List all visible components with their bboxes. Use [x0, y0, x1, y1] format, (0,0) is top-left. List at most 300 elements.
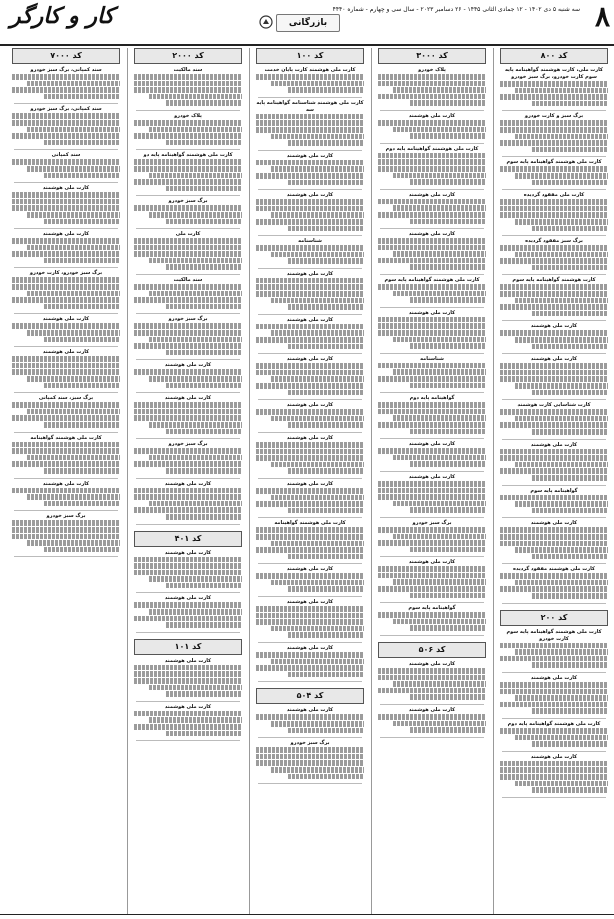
ad-body-text: [134, 284, 242, 309]
ad-divider: [14, 478, 118, 479]
classified-ad: [12, 435, 120, 474]
ad-divider: [136, 228, 240, 229]
ad-body-text: [134, 238, 242, 270]
ad-body-text: [378, 317, 486, 349]
ad-body-text: [500, 120, 608, 152]
ad-title: کارت ملی هوشمند: [408, 473, 456, 480]
ad-title: کارت ملی هوشمند: [286, 599, 334, 606]
ad-title: کارت ملی هوشمند: [164, 395, 212, 402]
classified-ad: [378, 520, 486, 552]
logo-mark-icon: [259, 15, 273, 29]
ad-title: کارت ملی هوشمند: [408, 309, 456, 316]
ad-divider: [502, 485, 606, 486]
ad-body-text: [378, 668, 486, 700]
ad-body-text: [134, 665, 242, 697]
ad-divider: [136, 438, 240, 439]
ad-divider: [258, 737, 362, 738]
ad-divider: [502, 751, 606, 752]
ad-divider: [380, 517, 484, 518]
classified-ad: [134, 316, 242, 355]
ad-divider: [502, 672, 606, 673]
ad-title: برگ سبز خودرو: [168, 198, 208, 205]
ad-body-text: [500, 761, 608, 793]
ad-title: کارت ملی، کارت هوشمند گواهینامه پایه سوم کارت خودرو، برگ سبز خودرو: [505, 67, 603, 80]
ad-body-text: [134, 402, 242, 434]
ad-body-text: [256, 74, 364, 93]
classified-ad: [12, 67, 120, 99]
classified-ad: [256, 599, 364, 638]
ad-body-text: [256, 199, 364, 231]
classified-ad: [256, 153, 364, 185]
classified-ad: [134, 550, 242, 589]
ad-title: برگ سبز خودرو: [168, 316, 208, 323]
ad-divider: [14, 182, 118, 183]
ad-title: کارت ملی هوشمند: [164, 480, 212, 487]
ad-body-text: [500, 527, 608, 559]
ad-title: کارت ملی هوشمند: [286, 192, 334, 199]
classified-ad: [12, 185, 120, 224]
classified-ad: [134, 441, 242, 473]
ad-title: شناسنامه: [420, 355, 444, 362]
ad-body-text: [12, 159, 120, 178]
ad-body-text: [378, 120, 486, 139]
ad-divider: [502, 563, 606, 564]
ad-body-text: [378, 402, 486, 434]
ad-title: کارت شناسایی کارت هوشمند: [517, 402, 591, 409]
ad-body-text: [256, 747, 364, 779]
ad-body-text: [500, 363, 608, 395]
ad-title: کارت ملی هوشمند: [530, 356, 578, 363]
classified-ad: [500, 721, 608, 747]
classified-ad: [500, 159, 608, 185]
classified-ad: [134, 704, 242, 736]
ad-divider: [380, 143, 484, 144]
ad-divider: [136, 110, 240, 111]
ad-body-text: [378, 714, 486, 733]
page-number: ۸: [594, 0, 610, 33]
classified-ad: [256, 238, 364, 264]
classified-ad: [134, 67, 242, 106]
classified-ad: [134, 231, 242, 270]
ad-divider: [136, 392, 240, 393]
ad-body-text: [12, 192, 120, 224]
ad-title: برگ سبز خودرو: [46, 513, 86, 520]
ad-body-text: [134, 205, 242, 224]
code-header: کد ۲۰۰: [500, 610, 608, 626]
ad-title: کارت ملی هوشمند: [530, 753, 578, 760]
ad-title: کارت ملی هوشمند: [164, 549, 212, 556]
ad-title: پلاک خودرو: [174, 112, 202, 119]
classified-ad: [256, 192, 364, 231]
ad-title: شناسنامه: [298, 238, 322, 245]
classified-ad: [12, 395, 120, 427]
ad-divider: [258, 353, 362, 354]
classified-ad: [378, 474, 486, 513]
code-header: کد ۸۰۰: [500, 48, 608, 64]
code-header: کد ۵۰۶: [378, 642, 486, 658]
ad-title: کارت هوشمند گواهینامه پایه سوم: [512, 277, 596, 284]
classified-ad: [500, 520, 608, 559]
ad-body-text: [256, 114, 364, 146]
ad-divider: [14, 267, 118, 268]
ad-divider: [258, 681, 362, 682]
classified-ad: [256, 707, 364, 733]
ad-title: کارت ملی هوشمند: [408, 707, 456, 713]
ad-title: برگ سبز خودرو: [168, 441, 208, 448]
ad-divider: [14, 346, 118, 347]
ad-body-text: [378, 566, 486, 598]
classified-ad: [134, 658, 242, 697]
ad-divider: [14, 103, 118, 104]
ad-body-text: [500, 330, 608, 349]
ad-divider: [502, 797, 606, 798]
classified-ad: [134, 152, 242, 191]
ad-body-text: [378, 481, 486, 513]
ad-divider: [258, 432, 362, 433]
ad-title: کارت ملی هوشمند: [286, 316, 334, 323]
ad-divider: [14, 149, 118, 150]
classified-ad: [500, 192, 608, 231]
classified-ad: [500, 323, 608, 349]
code-header: کد ۱۰۰: [256, 48, 364, 64]
ad-body-text: [134, 323, 242, 355]
ad-body-text: [134, 488, 242, 520]
ad-title: کارت ملی هوشمند: [42, 185, 90, 192]
ad-divider: [258, 97, 362, 98]
ad-title: سند مالکیت: [173, 277, 203, 284]
ad-divider: [502, 517, 606, 518]
ad-divider: [380, 274, 484, 275]
ad-body-text: [378, 363, 486, 388]
ad-title: کارت ملی هوشمند گواهینامه پایه دوم: [385, 145, 479, 152]
ad-title: کارت ملی هوشمند گواهینامه: [30, 434, 102, 441]
classified-ad: [500, 442, 608, 481]
ad-body-text: [12, 238, 120, 263]
ad-title: کارت ملی هوشمند: [286, 356, 334, 363]
ad-title: کارت ملی هوشمند: [42, 316, 90, 323]
classified-ad: [378, 707, 486, 733]
classified-ad: [378, 661, 486, 700]
code-header: کد ۲۰۰۰: [134, 48, 242, 64]
classified-ad: [256, 435, 364, 474]
classified-ad: [12, 316, 120, 342]
ad-divider: [14, 228, 118, 229]
classified-ad: [378, 441, 486, 467]
ad-divider: [380, 471, 484, 472]
ad-body-text: [378, 238, 486, 270]
ad-divider: [380, 392, 484, 393]
classified-ad: [256, 645, 364, 677]
ad-title: کارت ملی هوشمند: [530, 675, 578, 682]
ad-title: پلاک خودرو: [418, 67, 446, 73]
ad-divider: [258, 596, 362, 597]
classified-ad: [134, 395, 242, 434]
column-1: [498, 48, 610, 914]
ad-divider: [502, 235, 606, 236]
column-2: [376, 48, 488, 914]
classified-ad: [256, 67, 364, 93]
ad-title: گواهینامه پایه سوم: [530, 487, 578, 494]
ad-body-text: [500, 449, 608, 481]
classified-ad: [256, 566, 364, 592]
ad-title: برگ سبز خودرو: [412, 519, 452, 526]
masthead: [0, 0, 614, 46]
ad-divider: [136, 524, 240, 525]
classified-ad: [500, 754, 608, 793]
ad-title: کارت ملی هوشمند: [286, 402, 334, 409]
ad-title: گواهینامه پایه سوم: [408, 605, 456, 612]
ad-divider: [380, 189, 484, 190]
classified-ad: [378, 310, 486, 349]
bottom-rule: [0, 914, 614, 915]
ad-title: برگ سبز خودرو، کارت خودرو: [29, 270, 103, 277]
ad-title: کارت ملی هوشمند: [42, 349, 90, 356]
ad-title: سند کمپانی، برگ سبز خودرو: [30, 106, 102, 113]
ad-title: کارت ملی هوشمند: [286, 480, 334, 487]
ad-title: کارت ملی هوشمند: [164, 595, 212, 602]
classified-ad: [134, 595, 242, 627]
classified-ad: [134, 277, 242, 309]
ad-body-text: [256, 409, 364, 428]
ad-divider: [258, 235, 362, 236]
ad-divider: [14, 432, 118, 433]
ad-title: کارت ملی هوشمند گواهینامه پایه سوم: [506, 159, 602, 166]
ad-divider: [380, 228, 484, 229]
ad-title: کارت ملی هوشمند: [286, 645, 334, 652]
ad-divider: [502, 320, 606, 321]
ad-body-text: [500, 573, 608, 598]
ad-title: کارت ملی هوشمند: [164, 703, 212, 710]
classified-ad: [12, 349, 120, 388]
classified-ad: [256, 740, 364, 779]
ad-divider: [136, 478, 240, 479]
ad-divider: [258, 563, 362, 564]
ad-divider: [258, 642, 362, 643]
column-4: [132, 48, 244, 914]
classified-ad: [500, 113, 608, 152]
classified-ad: [12, 513, 120, 552]
ad-body-text: [378, 612, 486, 631]
ad-body-text: [256, 363, 364, 395]
classified-ad: [378, 356, 486, 388]
classified-ad: [500, 488, 608, 514]
classified-ad: [134, 481, 242, 520]
column-separator: [127, 48, 128, 914]
ad-body-text: [256, 573, 364, 592]
ad-divider: [14, 510, 118, 511]
ad-title: سند کمپانی: [51, 152, 81, 159]
ad-body-text: [12, 113, 120, 145]
ad-divider: [136, 592, 240, 593]
ad-title: کارت ملی: [175, 231, 201, 238]
code-header: کد ۴۰۱: [134, 531, 242, 547]
ad-body-text: [134, 602, 242, 627]
ad-title: کارت ملی هوشمند گواهینامه پایه سوم کارت خودرو: [506, 628, 602, 642]
ad-body-text: [134, 448, 242, 473]
ad-body-text: [256, 527, 364, 559]
ad-title: کارت ملی هوشمند: [408, 559, 456, 566]
classified-ad: [500, 238, 608, 270]
ad-title: سند کمپانی، برگ سبز خودرو: [30, 67, 102, 73]
classified-ad: [12, 481, 120, 507]
ad-body-text: [500, 682, 608, 714]
ad-body-text: [256, 160, 364, 185]
ad-divider: [502, 156, 606, 157]
ad-body-text: [12, 277, 120, 309]
ad-title: گواهینامه پایه دوم: [409, 395, 455, 402]
dateline: سه شنبه ۵ دی ۱۴۰۲ - ۱۲ جمادی الثانی ۱۴۴۵ - ۲۶ دسامبر ۲۰۲۳ - سال سی و چهارم - شماره ۴۴۴۰: [332, 6, 580, 13]
classified-ad: [256, 100, 364, 146]
ad-divider: [380, 353, 484, 354]
classified-ad: [256, 356, 364, 395]
ad-body-text: [134, 159, 242, 191]
classified-ad: [12, 270, 120, 309]
ad-body-text: [256, 606, 364, 638]
ad-divider: [258, 189, 362, 190]
ad-body-text: [134, 74, 242, 106]
ad-title: کارت ملی هوشمند مفقود گردیده: [513, 566, 595, 573]
code-header: کد ۵۰۴: [256, 688, 364, 704]
ad-body-text: [500, 409, 608, 434]
classified-ad: [378, 146, 486, 185]
ad-body-text: [378, 448, 486, 467]
column-separator: [371, 48, 372, 914]
ad-title: کارت ملی هوشمند: [42, 480, 90, 487]
ad-divider: [502, 110, 606, 111]
ad-title: برگ سبز، سند کمپانی: [38, 395, 94, 402]
classified-ad: [378, 277, 486, 303]
ad-title: کارت ملی هوشمند: [164, 362, 212, 369]
ad-body-text: [256, 245, 364, 264]
classified-ad: [500, 566, 608, 598]
classified-ad: [12, 231, 120, 263]
ad-title: کارت ملی هوشمند: [408, 661, 456, 668]
classified-ad: [378, 113, 486, 139]
ad-body-text: [378, 527, 486, 552]
ad-divider: [502, 603, 606, 604]
ad-title: کارت ملی هوشمند: [408, 191, 456, 198]
section-title: کار و کارگر: [10, 3, 115, 29]
ad-body-text: [256, 442, 364, 474]
ad-body-text: [378, 284, 486, 303]
ad-divider: [502, 189, 606, 190]
classified-ad: [12, 152, 120, 178]
ad-divider: [136, 701, 240, 702]
ad-title: کارت ملی هوشمند: [164, 657, 212, 664]
classified-ad: [134, 198, 242, 224]
column-3: [254, 48, 366, 914]
ad-divider: [258, 314, 362, 315]
ad-title: برگ سبز مفقود گردیده: [525, 238, 583, 245]
ad-title: کارت ملی هوشمند گواهینامه پایه سوم: [384, 277, 480, 284]
ad-title: کارت ملی هوشمند: [530, 441, 578, 448]
ad-divider: [380, 737, 484, 738]
ad-title: کارت ملی هوشمند: [286, 434, 334, 441]
ad-divider: [502, 399, 606, 400]
ad-divider: [380, 307, 484, 308]
classified-ad: [500, 67, 608, 106]
classified-ad: [378, 395, 486, 434]
ad-divider: [502, 353, 606, 354]
ad-title: کارت ملی هوشمند: [530, 520, 578, 527]
ad-body-text: [500, 495, 608, 514]
ad-divider: [258, 783, 362, 784]
classified-ad: [256, 520, 364, 559]
classified-ad: [378, 231, 486, 270]
ad-divider: [258, 150, 362, 151]
ad-body-text: [500, 81, 608, 106]
newspaper-logo: بازرگانی: [276, 14, 340, 32]
ad-divider: [380, 602, 484, 603]
classified-ad: [134, 362, 242, 388]
ad-title: کارت ملی هوشمند: [286, 270, 334, 277]
ad-body-text: [134, 120, 242, 145]
ad-divider: [380, 438, 484, 439]
ad-divider: [380, 110, 484, 111]
ad-body-text: [256, 488, 364, 513]
ad-body-text: [500, 199, 608, 231]
ad-title: کارت ملی هوشمند: [286, 707, 334, 714]
classified-ad: [500, 356, 608, 395]
ad-title: کارت ملی هوشمند شناسنامه گواهینامه پایه سه: [256, 99, 364, 113]
ad-body-text: [256, 652, 364, 677]
ad-body-text: [12, 356, 120, 388]
ad-divider: [502, 718, 606, 719]
ad-body-text: [12, 323, 120, 342]
column-separator: [493, 48, 494, 914]
ad-title: سند مالکیت: [173, 67, 203, 73]
classified-ad: [378, 559, 486, 598]
ad-body-text: [256, 278, 364, 310]
classified-ad: [256, 481, 364, 513]
code-header: کد ۱۰۱: [134, 639, 242, 655]
ad-title: کارت ملی هوشمند گواهینامه: [274, 520, 346, 527]
ad-title: کارت ملی هوشمند: [42, 231, 90, 238]
ad-divider: [502, 274, 606, 275]
ad-body-text: [12, 74, 120, 99]
classified-ad: [378, 605, 486, 631]
ad-divider: [502, 439, 606, 440]
classified-ad: [256, 271, 364, 310]
ad-body-text: [134, 557, 242, 589]
ad-title: کارت ملی هوشمند: [408, 441, 456, 448]
ad-divider: [14, 392, 118, 393]
ad-divider: [380, 635, 484, 636]
ad-body-text: [134, 711, 242, 736]
classified-ad: [500, 277, 608, 316]
column-separator: [249, 48, 250, 914]
ad-title: کارت ملی هوشمند: [286, 566, 334, 573]
ad-divider: [258, 478, 362, 479]
ad-title: کارت ملی هوشمند کارت پایان خدمت: [264, 67, 356, 73]
ad-title: کارت ملی هوشمند: [408, 231, 456, 238]
ad-divider: [380, 704, 484, 705]
classified-ad: [256, 317, 364, 349]
ad-divider: [258, 399, 362, 400]
classified-ad: [12, 106, 120, 145]
code-header: کد ۷۰۰۰: [12, 48, 120, 64]
ad-divider: [14, 556, 118, 557]
classified-ad: [378, 67, 486, 106]
ad-body-text: [500, 284, 608, 316]
ad-title: کارت ملی هوشمند گواهینامه پایه دوم: [507, 721, 601, 727]
classified-ad: [500, 675, 608, 714]
ad-body-text: [500, 166, 608, 185]
ad-divider: [136, 359, 240, 360]
ad-body-text: [256, 714, 364, 733]
ad-divider: [136, 274, 240, 275]
ad-divider: [258, 268, 362, 269]
